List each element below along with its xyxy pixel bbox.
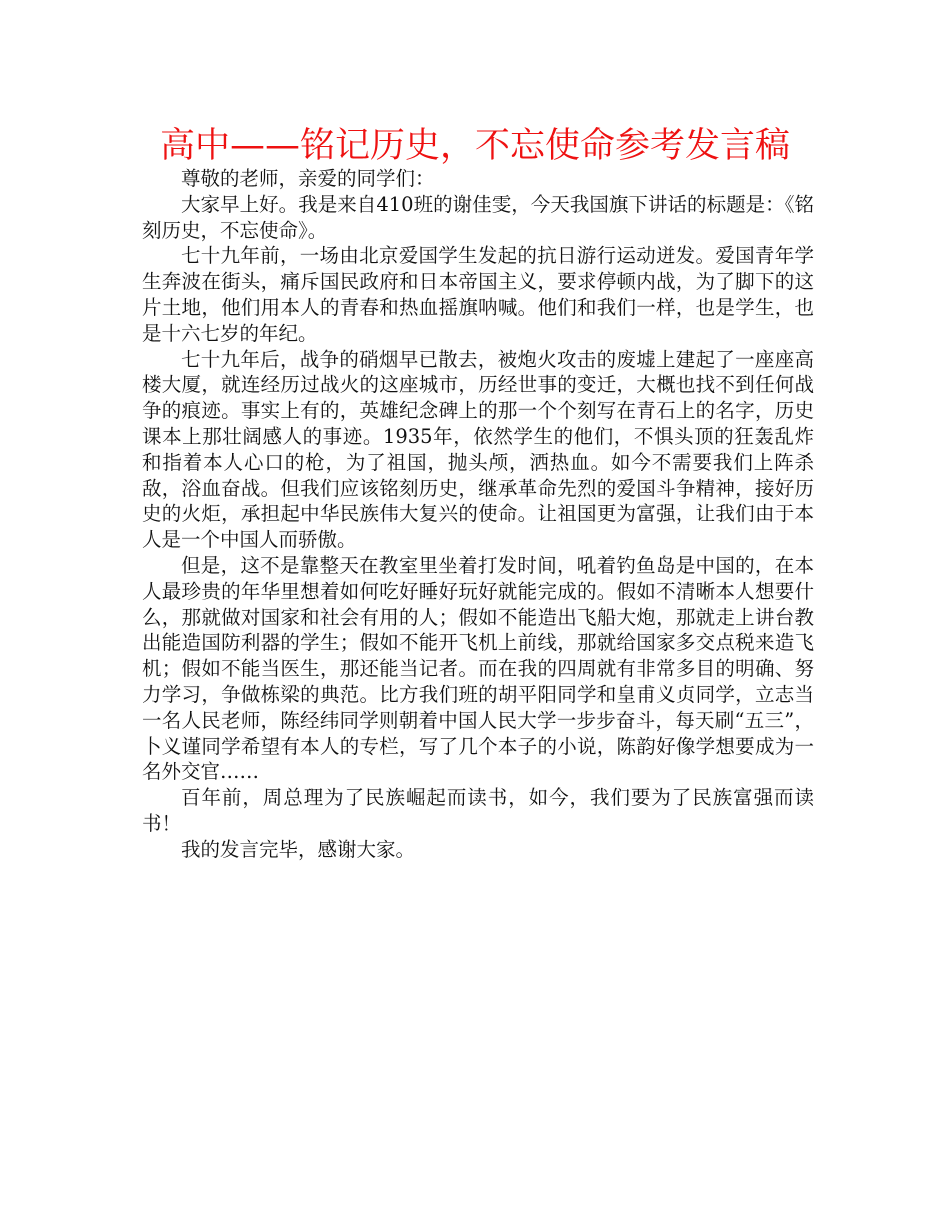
paragraph-greeting: 大家早上好。我是来自410班的谢佳雯，今天我国旗下讲话的标题是：《铭刻历史，不忘使命》。: [142, 192, 814, 242]
document-body: [142, 166, 814, 863]
paragraph-responsibility: 但是，这不是靠整天在教室里坐着打发时间，吼着钓鱼岛是中国的，在本人最珍贵的年华里想着如何吃好睡好玩好就能完成的。假如不清晰本人想要什么，那就做对国家和社会有用的人；假如不能造出飞船大炮，那就走上讲台教出能造国防利器的学生；假如不能开飞机上前线，那就给国家多交点税来造飞机；假如不能当医生，那还能当记者。而在我的四周就有非常多目的明确、努力学习，争做栋梁的典范。比方我们班的胡平阳同学和皇甫义贞同学，立志当一名人民老师，陈经纬同学则朝着中国人民大学一步步奋斗，每天刷“五三”，卜义谨同学希望有本人的专栏，写了几个本子的小说，陈韵好像学想要成为一名外交官……: [142, 553, 814, 784]
paragraph-history-79-years-later: 七十九年后，战争的硝烟早已散去，被炮火攻击的废墟上建起了一座座高楼大厦，就连经历过战火的这座城市，历经世事的变迁，大概也找不到任何战争的痕迹。事实上有的，英雄纪念碑上的那一个个刻写在青石上的名字，历史课本上那壮阔感人的事迹。1935年，依然学生的他们，不惧头顶的狂轰乱炸和指着本人心口的枪，为了祖国，抛头颅，洒热血。如今不需要我们上阵杀敌，浴血奋战。但我们应该铭刻历史，继承革命先烈的爱国斗争精神，接好历史的火炬，承担起中华民族伟大复兴的使命。让祖国更为富强，让我们由于本人是一个中国人而骄傲。: [142, 347, 814, 552]
document-title: 高中——铭记历史，不忘使命参考发言稿: [159, 126, 790, 166]
paragraph-closing: 我的发言完毕，感谢大家。: [181, 837, 416, 861]
paragraph-history-79-years-ago: 七十九年前，一场由北京爱国学生发起的抗日游行运动迸发。爱国青年学生奔波在街头，痛斥国民政府和日本帝国主义，要求停顿内战，为了脚下的这片土地，他们用本人的青春和热血摇旗呐喊。他们和我们一样，也是学生，也是十六七岁的年纪。: [142, 244, 814, 345]
paragraph-salutation: 尊敬的老师，亲爱的同学们：: [181, 167, 435, 190]
paragraph-study-for-nation: 百年前，周总理为了民族崛起而读书，如今，我们要为了民族富强而读书！: [142, 786, 814, 835]
